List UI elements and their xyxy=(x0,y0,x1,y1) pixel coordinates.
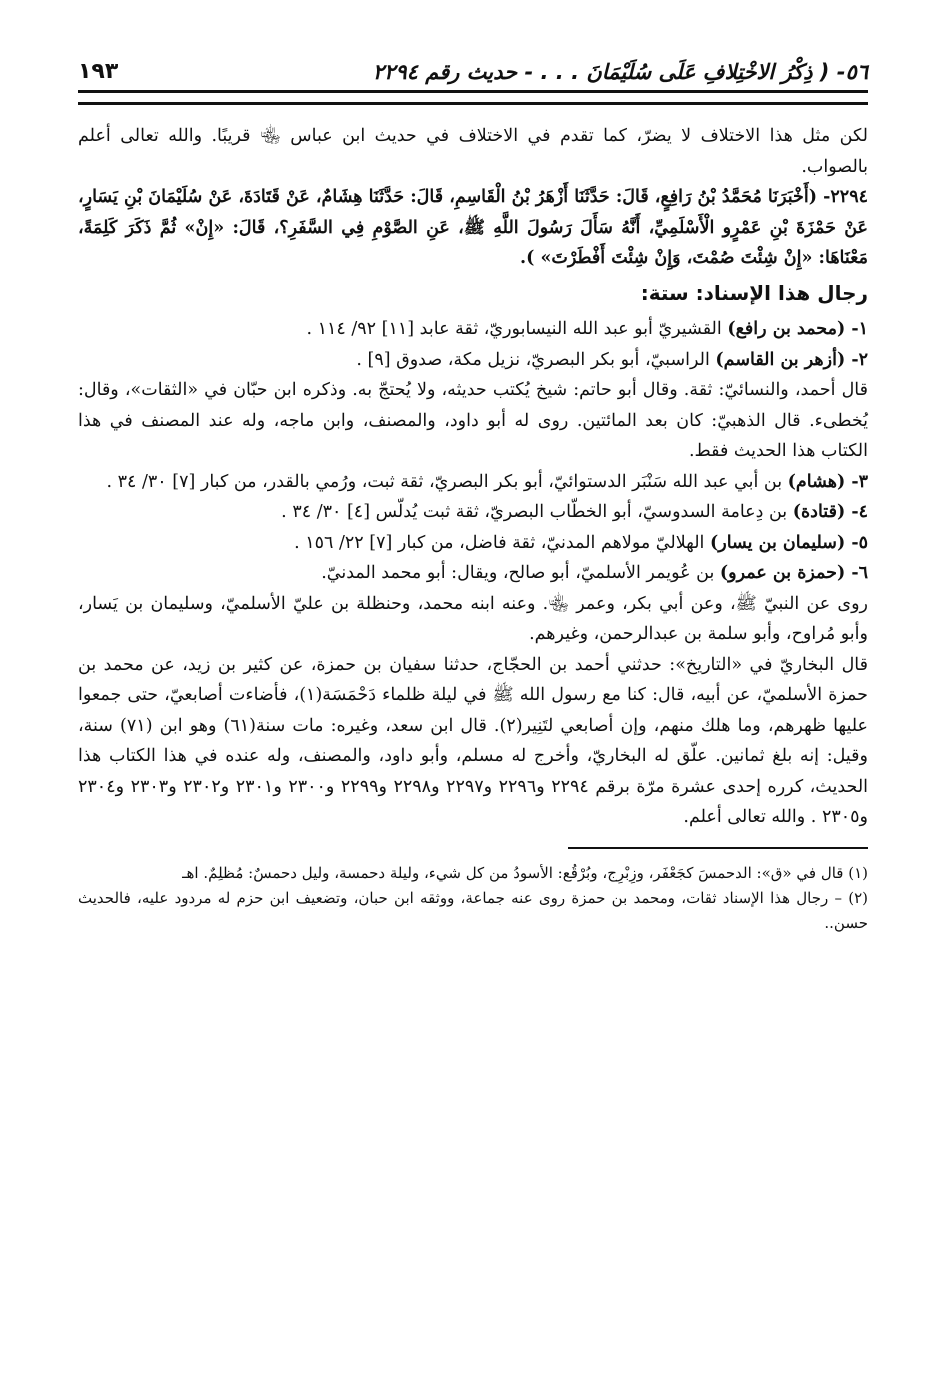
narrator-name: ٣- (هشام) xyxy=(787,471,868,492)
narrator-entry xyxy=(78,497,868,528)
intro-line-1: لكن مثل هذا الاختلاف لا يضرّ، كما تقدم في الاختلاف في حديث ابن عباس ﵄ xyxy=(260,126,868,146)
main-text xyxy=(78,121,868,833)
footnote-2: (٢) – رجال هذا الإسناد ثقات، ومحمد بن حمزة روى عنه جماعة، ووثقه ابن حبان، وتضعيف ابن حزم له مردود عليه، فالحديث حسن.. xyxy=(78,888,868,932)
chapter-title: ٥٦- ( ذِكْرُ الاخْتِلافِ عَلَى سُلَيْمَانَ . . . - حديث رقم ٢٢٩٤ xyxy=(372,60,868,84)
narrator-name: ٤- (قتادة) xyxy=(792,502,868,522)
book-page xyxy=(78,48,868,936)
footnote-separator xyxy=(568,847,868,849)
intro-line-2: قريبًا. والله تعالى أعلم بالصواب. xyxy=(78,126,868,177)
page-number: ١٩٣ xyxy=(78,59,119,84)
narrator-entry xyxy=(78,314,868,345)
narrator-entry xyxy=(78,528,868,559)
section-heading: رجال هذا الإسناد: ستة: xyxy=(640,280,868,305)
narrator-name: ١- (محمد بن رافع) xyxy=(727,319,868,339)
narrator-description: الهلاليّ مولاهم المدنيّ، ثقة فاضل، من كبار [٧] ٢٢/ ١٥٦ . xyxy=(294,532,710,553)
narrator-description: بن دِعامة السدوسيّ، أبو الخطّاب البصريّ، ثقة ثبت يُدلّس [٤] ٣٠/ ٣٤ . xyxy=(281,502,793,522)
header-double-rule xyxy=(78,90,868,105)
footnotes xyxy=(78,861,868,936)
bukhari-paragraph: قال البخاريّ في «التاريخ»: حدثني أحمد بن الحجّاج، حدثنا سفيان بن حمزة، عن كثير بن زيد، عن محمد بن حمزة الأسلميّ، عن أبيه، قال: كنا مع رسول الله ﷺ في ليلة ظلماء دَحْمَسَة(١)، فأضاءت أصابعيّ، حتى جمعوا عليها ظهرهم، وما هلك منهم، وإن أصابعي لتَنِير(٢). قال ابن سعد، وغيره: مات سنة(٦١) وهو ابن (٧١) سنة، وقيل: إنه بلغ ثمانين. علّق له البخاريّ، وأخرج له مسلم، وأبو داود، والمصنف، وله عنده في هذا الكتاب هذا الحديث، كرره إحدى عشرة مرّة برقم ٢٢٩٤ و٢٢٩٦ و٢٢٩٧ و٢٢٩٨ و٢٢٩٩ و٢٣٠٠ و٢٣٠١ و٢٣٠٢ و٢٣٠٣ و٢٣٠٤ و٢٣٠٥ . والله تعالى أعلم. xyxy=(78,654,869,827)
narrator-name: ٢- (أزهر بن القاسم) xyxy=(715,349,868,370)
narrator-notes: روى عن النبيّ ﷺ، وعن أبي بكر، وعمر ﵄. وعنه ابنه محمد، وحنظلة بن عليّ الأسلميّ، وسليمان بن يَسار، وأبو مُراوح، وأبو سلمة بن عبدالرحمن، وغيرهم. xyxy=(78,593,868,644)
narrator-name: ٦- (حمزة بن عمرو) xyxy=(719,563,868,583)
narrator-description: بن عُويمر الأسلميّ، أبو صالح، ويقال: أبو محمد المدنيّ. xyxy=(321,563,720,583)
narrator-notes: قال أحمد، والنسائيّ: ثقة. وقال أبو حاتم: شيخ يُكتب حديثه، ولا يُحتجّ به. وذكره ابن حبّان في «الثقات»، وقال: يُخطىء. قال الذهبيّ: كان بعد المائتين. روى له أبو داود، والمصنف، وابن ماجه، وله عند المصنف في هذا الكتاب هذا الحديث فقط. xyxy=(78,380,868,461)
narrator-name: ٥- (سليمان بن يسار) xyxy=(709,532,868,553)
narrator-entry xyxy=(78,345,868,376)
narrator-description: الراسبيّ، أبو بكر البصريّ، نزيل مكة، صدوق [٩] . xyxy=(356,349,716,370)
narrator-entry xyxy=(78,558,868,589)
intro-paragraph xyxy=(78,121,868,182)
running-header xyxy=(78,48,868,84)
hadith-text: ٢٢٩٤- (أَخْبَرَنَا مُحَمَّدُ بْنُ رَافِعٍ، قَالَ: حَدَّثَنَا أَزْهَرُ بْنُ الْقَاسِمِ، قَالَ: حَدَّثَنَا هِشَامٌ، عَنْ قَتَادَةَ، عَنْ سُلَيْمَانَ بْنِ يَسَارٍ، عَنْ حَمْزَةَ بْنِ عَمْرٍو الْأَسْلَمِيِّ، أَنَّهُ سَأَلَ رَسُولَ اللَّهِ ﷺ، عَنِ الصَّوْمِ فِي السَّفَرِ؟، قَالَ: «إِنْ» ثُمَّ ذَكَرَ كَلِمَةً، مَعْنَاهَا: «إِنْ شِئْتَ صُمْتَ، وَإِنْ شِئْتَ أَفْطَرْتَ» ). xyxy=(78,187,868,268)
footnote-1: (١) قال في «ق»: الدحمسَ كجَعْفَر، وزِبْرِج، وبُرْقُع: الأسودُ من كل شيء، وليلة دحمسة، وليل دحمسٌ: مُظلِمٌ. اهـ xyxy=(182,863,868,882)
narrator-description: بن أبي عبد الله سَنْبَر الدستوائيّ، أبو بكر البصريّ، ثقة ثبت، ورُمي بالقدر، من كبار [٧] ٣٠/ ٣٤ . xyxy=(106,471,788,492)
narrator-description: القشيريّ أبو عبد الله النيسابوريّ، ثقة عابد [١١] ٩٢/ ١١٤ . xyxy=(306,319,728,339)
narrator-entry xyxy=(78,467,868,498)
